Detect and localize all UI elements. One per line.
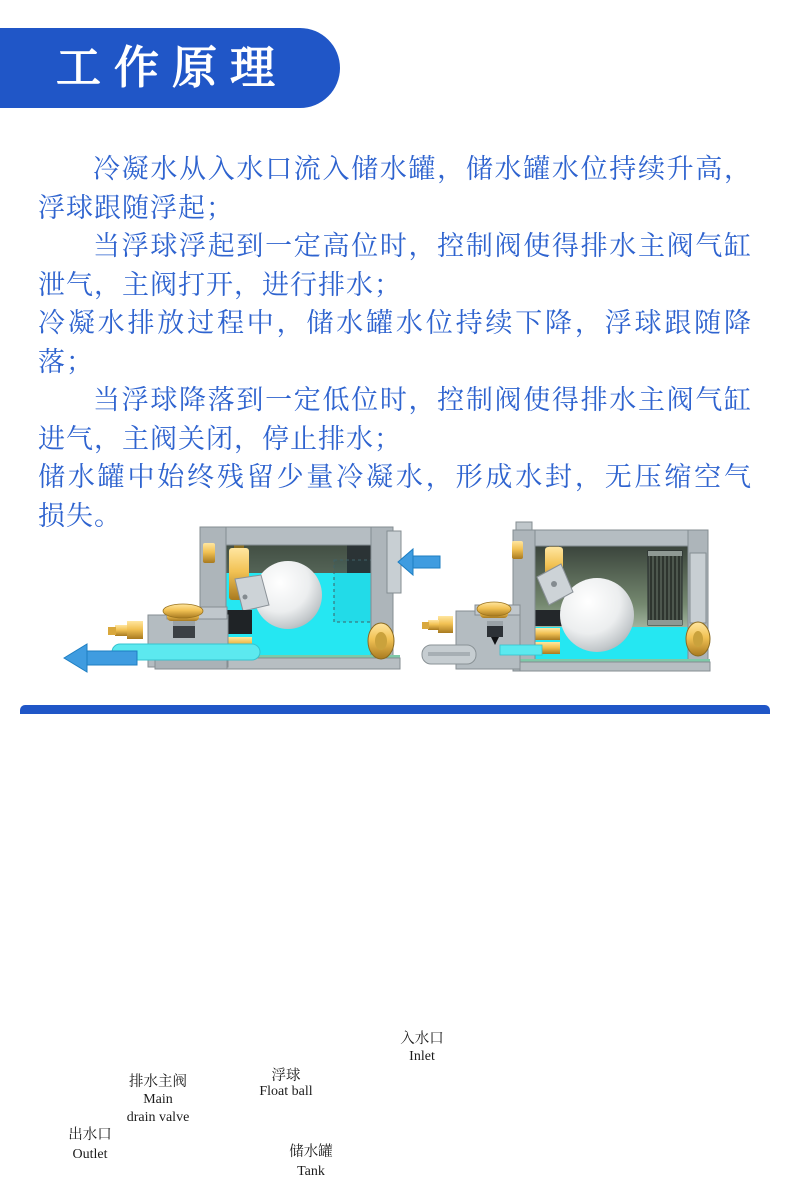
label-main-drain-valve — [95, 1073, 221, 1127]
brass-port — [368, 623, 394, 659]
text-line: 冷凝水排放过程中，储水罐水位持续下降，浮球跟随降 — [38, 308, 752, 338]
text-line: 泄气，主阀打开，进行排水； — [38, 269, 402, 300]
label-outlet-zh: 出水口 — [68, 1127, 112, 1143]
brass-port — [686, 622, 710, 656]
text-line: 落； — [38, 346, 94, 377]
valve-seat-block — [532, 610, 562, 626]
text-line: 当浮球浮起到一定高位时，控制阀使得排水主阀气缸 — [93, 231, 752, 261]
text-line: 储水罐中始终残留少量冷凝水，形成水封，无压缩空气 — [38, 462, 752, 492]
label-outlet-en: Outlet — [72, 1147, 108, 1162]
label-tank — [259, 1143, 363, 1181]
text-line: 当浮球降落到一定低位时，控制阀使得排水主阀气缸 — [93, 385, 752, 415]
main-drain-valve-assembly — [422, 602, 520, 669]
label-float-en: Float ball — [259, 1084, 313, 1099]
principle-text-block — [38, 150, 752, 535]
label-tank-zh: 储水罐 — [289, 1144, 333, 1160]
text-line: 浮球跟随浮起； — [38, 192, 234, 223]
strainer-zone-dashed — [334, 560, 372, 622]
label-inlet — [370, 1031, 474, 1065]
label-float-ball — [234, 1069, 338, 1099]
strainer-mesh — [648, 551, 682, 625]
diagram-high-level — [55, 515, 455, 675]
section-header-banner — [0, 28, 340, 108]
text-line: 损失。 — [38, 500, 122, 531]
label-main-valve-zh: 排水主阀 — [129, 1074, 187, 1090]
label-inlet-en: Inlet — [409, 1049, 435, 1064]
label-main-valve-en2: drain valve — [126, 1110, 190, 1125]
drain-pipe — [500, 645, 542, 655]
footer-accent-bar — [20, 705, 770, 714]
text-line: 冷凝水从入水口流入储水罐，储水罐水位持续升高， — [93, 154, 752, 184]
label-tank-en: Tank — [297, 1164, 325, 1179]
label-inlet-zh: 入水口 — [400, 1031, 444, 1047]
diagram-area — [0, 515, 790, 1179]
label-outlet — [38, 1126, 142, 1164]
label-float-zh: 浮球 — [271, 1068, 301, 1084]
text-line: 进气，主阀关闭，停止排水； — [38, 423, 402, 454]
diagram-low-level — [420, 515, 720, 675]
label-main-valve-en1: Main — [143, 1092, 173, 1107]
page-title: 工作原理 — [56, 42, 289, 93]
